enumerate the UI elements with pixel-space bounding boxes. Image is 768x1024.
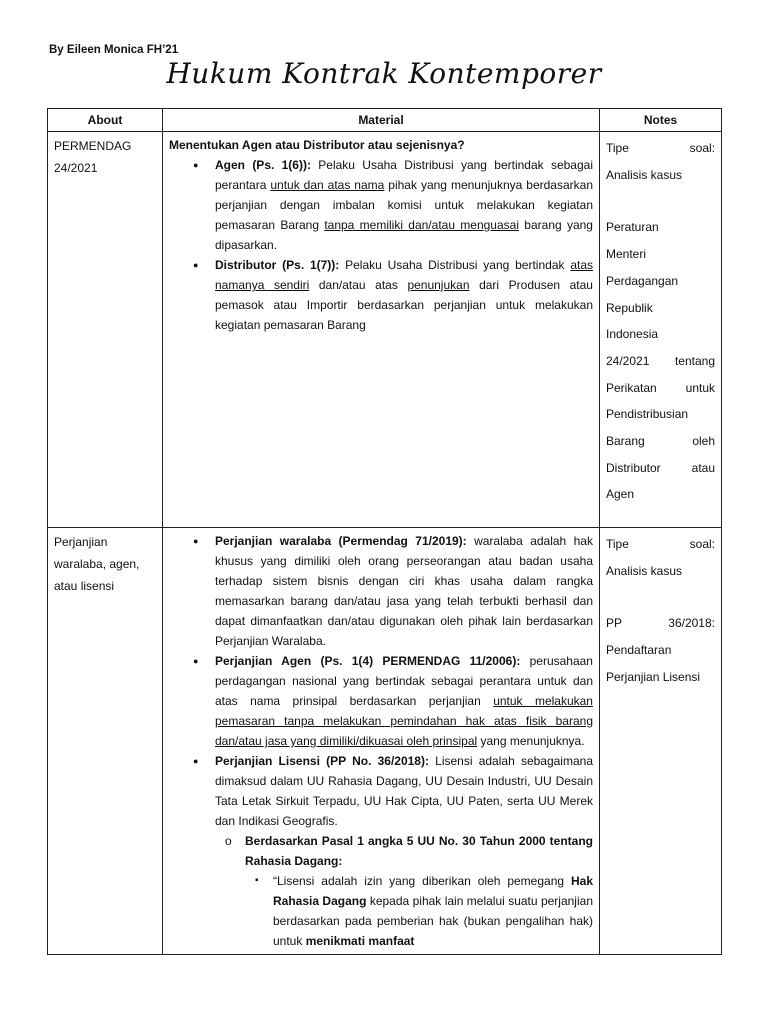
list-item: o Berdasarkan Pasal 1 angka 5 UU No. 30 Tahun 2000 tentang Rahasia Dagang: ▪ “Lisensi adalah izin yang diberikan oleh pemegang Hak Rahasia Dagang kepada pihak lain melalui suatu perjanjian berdasarkan pada pemberian hak (bukan pengalihan hak) untuk menikmati manfaat	[245, 831, 593, 951]
document-title: Hukum Kontrak Kontemporer	[166, 57, 602, 90]
list-item: ● Agen (Ps. 1(6)): Pelaku Usaha Distribusi yang bertindak sebagai perantara untuk dan atas nama pihak yang menunjuknya berdasarkan perjanjian dengan imbalan komisi untuk melakukan kegiatan pemasaran Barang tanpa memiliki dan/atau menguasai barang yang dipasarkan.	[215, 155, 593, 255]
list-item: ● Perjanjian Lisensi (PP No. 36/2018): Lisensi adalah sebagaimana dimaksud dalam UU Rahasia Dagang, UU Desain Industri, UU Desain Tata Letak Sirkuit Terpadu, UU Hak Cipta, UU Paten, serta UU Merek dan Indikasi Geografis. o Berdasarkan Pasal 1 angka 5 UU No. 30 Tahun 2000 tentang Rahasia Dagang: ▪ “Lisensi adalah izin yang diberikan oleh pemegang Hak Rahasia Dagang kepada pihak lain melalui suatu perjanjian berdasarkan pada pemberian hak (bukan pengalihan hak) untuk menikmati manfaat	[215, 751, 593, 951]
about-cell: Perjanjian waralaba, agen, atau lisensi	[48, 528, 163, 955]
material-heading: Menentukan Agen atau Distributor atau sejenisnya?	[169, 138, 465, 152]
table-row	[48, 528, 722, 955]
list-item: ● Perjanjian waralaba (Permendag 71/2019): waralaba adalah hak khusus yang dimiliki oleh orang perseorangan atau badan usaha terhadap sistem bisnis dengan ciri khas usaha dalam rangka memasarkan barang dan/atau jasa yang telah terbukti berhasil dan dapat dimanfaatkan dan/atau digunakan oleh pihak lain berdasarkan Perjanjian Waralaba.	[215, 531, 593, 651]
table-header-row	[48, 109, 722, 132]
column-header-notes: Notes	[600, 109, 722, 132]
table-row	[48, 132, 722, 528]
notes-cell: Tipe soal: Analisis kasus Peraturan Menteri Perdagangan Republik Indonesia 24/2021 tentang Perikatan untuk Pendistribusian Barang oleh Distributor atau Agen	[600, 132, 722, 528]
notes-cell: Tipe soal: Analisis kasus PP 36/2018: Pendaftaran Perjanjian Lisensi	[600, 528, 722, 955]
column-header-about: About	[48, 109, 163, 132]
material-table	[47, 108, 722, 955]
list-item: ▪ “Lisensi adalah izin yang diberikan oleh pemegang Hak Rahasia Dagang kepada pihak lain melalui suatu perjanjian berdasarkan pada pemberian hak (bukan pengalihan hak) untuk menikmati manfaat	[273, 871, 593, 951]
material-cell	[163, 132, 600, 528]
author-line: By Eileen Monica FH’21	[49, 44, 179, 56]
about-cell: PERMENDAG 24/2021	[48, 132, 163, 528]
column-header-material: Material	[163, 109, 600, 132]
material-cell	[163, 528, 600, 955]
list-item: ● Perjanjian Agen (Ps. 1(4) PERMENDAG 11/2006): perusahaan perdagangan nasional yang bertindak sebagai perantara untuk dan atas nama prinsipal berdasarkan perjanjian untuk melakukan pemasaran tanpa melakukan pemindahan hak atas fisik barang dan/atau jasa yang dimiliki/dikuasai oleh prinsipal yang menunjuknya.	[215, 651, 593, 751]
list-item: ● Distributor (Ps. 1(7)): Pelaku Usaha Distribusi yang bertindak atas namanya sendiri dan/atau atas penunjukan dari Produsen atau pemasok atau Importir berdasarkan perjanjian untuk melakukan kegiatan pemasaran Barang	[215, 255, 593, 335]
